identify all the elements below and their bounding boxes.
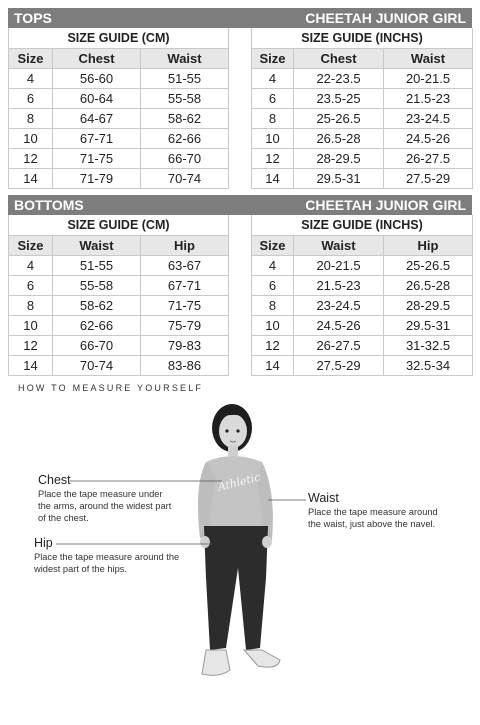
table-cell: 66-70 bbox=[53, 335, 141, 355]
table-cell: 4 bbox=[252, 255, 294, 275]
table-cell: 25-26.5 bbox=[294, 108, 384, 128]
table-row bbox=[252, 128, 473, 148]
table-cell: 12 bbox=[252, 335, 294, 355]
table-cell: 26-27.5 bbox=[384, 148, 473, 168]
col-header: Size bbox=[9, 235, 53, 255]
col-header: Waist bbox=[53, 235, 141, 255]
table-cell: 4 bbox=[9, 255, 53, 275]
table-cell: 58-62 bbox=[141, 108, 229, 128]
table-cell: 6 bbox=[252, 275, 294, 295]
table-row bbox=[9, 168, 229, 188]
table-cell: 29.5-31 bbox=[294, 168, 384, 188]
col-header: Waist bbox=[141, 48, 229, 68]
waist-title: Waist bbox=[308, 491, 339, 505]
chest-title: Chest bbox=[38, 473, 71, 487]
shirt-print: Athletic bbox=[216, 470, 262, 494]
table-cell: 14 bbox=[252, 168, 294, 188]
table-row bbox=[9, 148, 229, 168]
table-cell: 14 bbox=[9, 355, 53, 375]
tops-header-bar bbox=[8, 8, 472, 28]
tops-cm-table bbox=[8, 28, 229, 189]
table-cell: 56-60 bbox=[53, 68, 141, 88]
table-cell: 55-58 bbox=[53, 275, 141, 295]
table-cell: 58-62 bbox=[53, 295, 141, 315]
table-row bbox=[252, 295, 473, 315]
col-header: Size bbox=[9, 48, 53, 68]
table-cell: 70-74 bbox=[53, 355, 141, 375]
table-cell: 23.5-25 bbox=[294, 88, 384, 108]
table-cell: 12 bbox=[252, 148, 294, 168]
table-cell: 12 bbox=[9, 148, 53, 168]
table-cell: 21.5-23 bbox=[384, 88, 473, 108]
bottoms-inch-table bbox=[251, 215, 473, 376]
table-cell: 10 bbox=[252, 315, 294, 335]
table-row bbox=[9, 88, 229, 108]
table-cell: 28-29.5 bbox=[294, 148, 384, 168]
tops-label: TOPS bbox=[14, 10, 52, 26]
table-row bbox=[9, 315, 229, 335]
table-cell: 20-21.5 bbox=[384, 68, 473, 88]
table-cell: 21.5-23 bbox=[294, 275, 384, 295]
table-row bbox=[252, 275, 473, 295]
table-cell: 23-24.5 bbox=[384, 108, 473, 128]
table-cell: 8 bbox=[9, 295, 53, 315]
table-cell: 6 bbox=[9, 88, 53, 108]
table-row bbox=[252, 255, 473, 275]
table-cell: 10 bbox=[252, 128, 294, 148]
table-cell: 10 bbox=[9, 315, 53, 335]
table-cell: 67-71 bbox=[53, 128, 141, 148]
hip-title: Hip bbox=[34, 536, 53, 550]
table-cell: 27.5-29 bbox=[294, 355, 384, 375]
table-cell: 71-79 bbox=[53, 168, 141, 188]
table-cell: 29.5-31 bbox=[384, 315, 473, 335]
col-header: Size bbox=[252, 235, 294, 255]
col-header: Waist bbox=[384, 48, 473, 68]
table-cell: 14 bbox=[9, 168, 53, 188]
table-cell: 22-23.5 bbox=[294, 68, 384, 88]
table-cell: 51-55 bbox=[53, 255, 141, 275]
bottoms-header-bar bbox=[8, 195, 472, 215]
table-cell: 62-66 bbox=[141, 128, 229, 148]
col-header: Hip bbox=[384, 235, 473, 255]
girl-figure-illustration bbox=[180, 398, 310, 698]
table-cell: 66-70 bbox=[141, 148, 229, 168]
table-cell: 4 bbox=[252, 68, 294, 88]
table-cell: 14 bbox=[252, 355, 294, 375]
table-cell: 23-24.5 bbox=[294, 295, 384, 315]
col-header: Chest bbox=[294, 48, 384, 68]
table-cell: 6 bbox=[9, 275, 53, 295]
col-header: Size bbox=[252, 48, 294, 68]
table-row bbox=[252, 148, 473, 168]
table-row bbox=[9, 295, 229, 315]
table-cell: 6 bbox=[252, 88, 294, 108]
table-cell: 60-64 bbox=[53, 88, 141, 108]
table-cell: 79-83 bbox=[141, 335, 229, 355]
how-to-measure-heading: HOW TO MEASURE YOURSELF bbox=[18, 383, 204, 393]
tops-inch-table bbox=[251, 28, 473, 189]
waist-desc: Place the tape measure around the waist, just above the navel. bbox=[308, 507, 438, 529]
table-cell: 62-66 bbox=[53, 315, 141, 335]
table-cell: 32.5-34 bbox=[384, 355, 473, 375]
col-header: Waist bbox=[294, 235, 384, 255]
tops-brand: CHEETAH JUNIOR GIRL bbox=[305, 10, 466, 26]
bottoms-label: BOTTOMS bbox=[14, 197, 84, 213]
table-row bbox=[9, 335, 229, 355]
table-row bbox=[252, 108, 473, 128]
table-cell: 71-75 bbox=[141, 295, 229, 315]
table-row bbox=[252, 168, 473, 188]
table-row bbox=[252, 88, 473, 108]
table-row bbox=[252, 315, 473, 335]
table-row bbox=[9, 128, 229, 148]
table-cell: 64-67 bbox=[53, 108, 141, 128]
table-row bbox=[9, 355, 229, 375]
table-cell: 28-29.5 bbox=[384, 295, 473, 315]
tops-cm-guide: SIZE GUIDE (CM) bbox=[9, 28, 229, 48]
table-cell: 4 bbox=[9, 68, 53, 88]
hip-desc: Place the tape measure around the widest part of the hips. bbox=[34, 552, 180, 574]
table-cell: 70-74 bbox=[141, 168, 229, 188]
table-cell: 75-79 bbox=[141, 315, 229, 335]
table-cell: 24.5-26 bbox=[294, 315, 384, 335]
table-cell: 31-32.5 bbox=[384, 335, 473, 355]
table-cell: 26-27.5 bbox=[294, 335, 384, 355]
table-cell: 51-55 bbox=[141, 68, 229, 88]
table-cell: 20-21.5 bbox=[294, 255, 384, 275]
table-cell: 8 bbox=[252, 295, 294, 315]
bottoms-inch-guide: SIZE GUIDE (INCHS) bbox=[252, 215, 473, 235]
table-cell: 67-71 bbox=[141, 275, 229, 295]
tops-inch-guide: SIZE GUIDE (INCHS) bbox=[252, 28, 473, 48]
table-cell: 27.5-29 bbox=[384, 168, 473, 188]
table-cell: 63-67 bbox=[141, 255, 229, 275]
table-cell: 10 bbox=[9, 128, 53, 148]
table-row bbox=[252, 68, 473, 88]
bottoms-cm-table bbox=[8, 215, 229, 376]
table-cell: 24.5-26 bbox=[384, 128, 473, 148]
table-cell: 83-86 bbox=[141, 355, 229, 375]
table-cell: 26.5-28 bbox=[294, 128, 384, 148]
table-row bbox=[252, 335, 473, 355]
table-cell: 12 bbox=[9, 335, 53, 355]
table-cell: 8 bbox=[252, 108, 294, 128]
table-cell: 25-26.5 bbox=[384, 255, 473, 275]
table-row bbox=[9, 255, 229, 275]
chest-desc: Place the tape measure under the arms, around the widest part of the chest. bbox=[38, 489, 172, 523]
table-row bbox=[9, 68, 229, 88]
table-row bbox=[9, 275, 229, 295]
table-cell: 8 bbox=[9, 108, 53, 128]
table-cell: 26.5-28 bbox=[384, 275, 473, 295]
table-cell: 55-58 bbox=[141, 88, 229, 108]
bottoms-cm-guide: SIZE GUIDE (CM) bbox=[9, 215, 229, 235]
col-header: Chest bbox=[53, 48, 141, 68]
table-row bbox=[252, 355, 473, 375]
table-row bbox=[9, 108, 229, 128]
col-header: Hip bbox=[141, 235, 229, 255]
bottoms-brand: CHEETAH JUNIOR GIRL bbox=[305, 197, 466, 213]
table-cell: 71-75 bbox=[53, 148, 141, 168]
